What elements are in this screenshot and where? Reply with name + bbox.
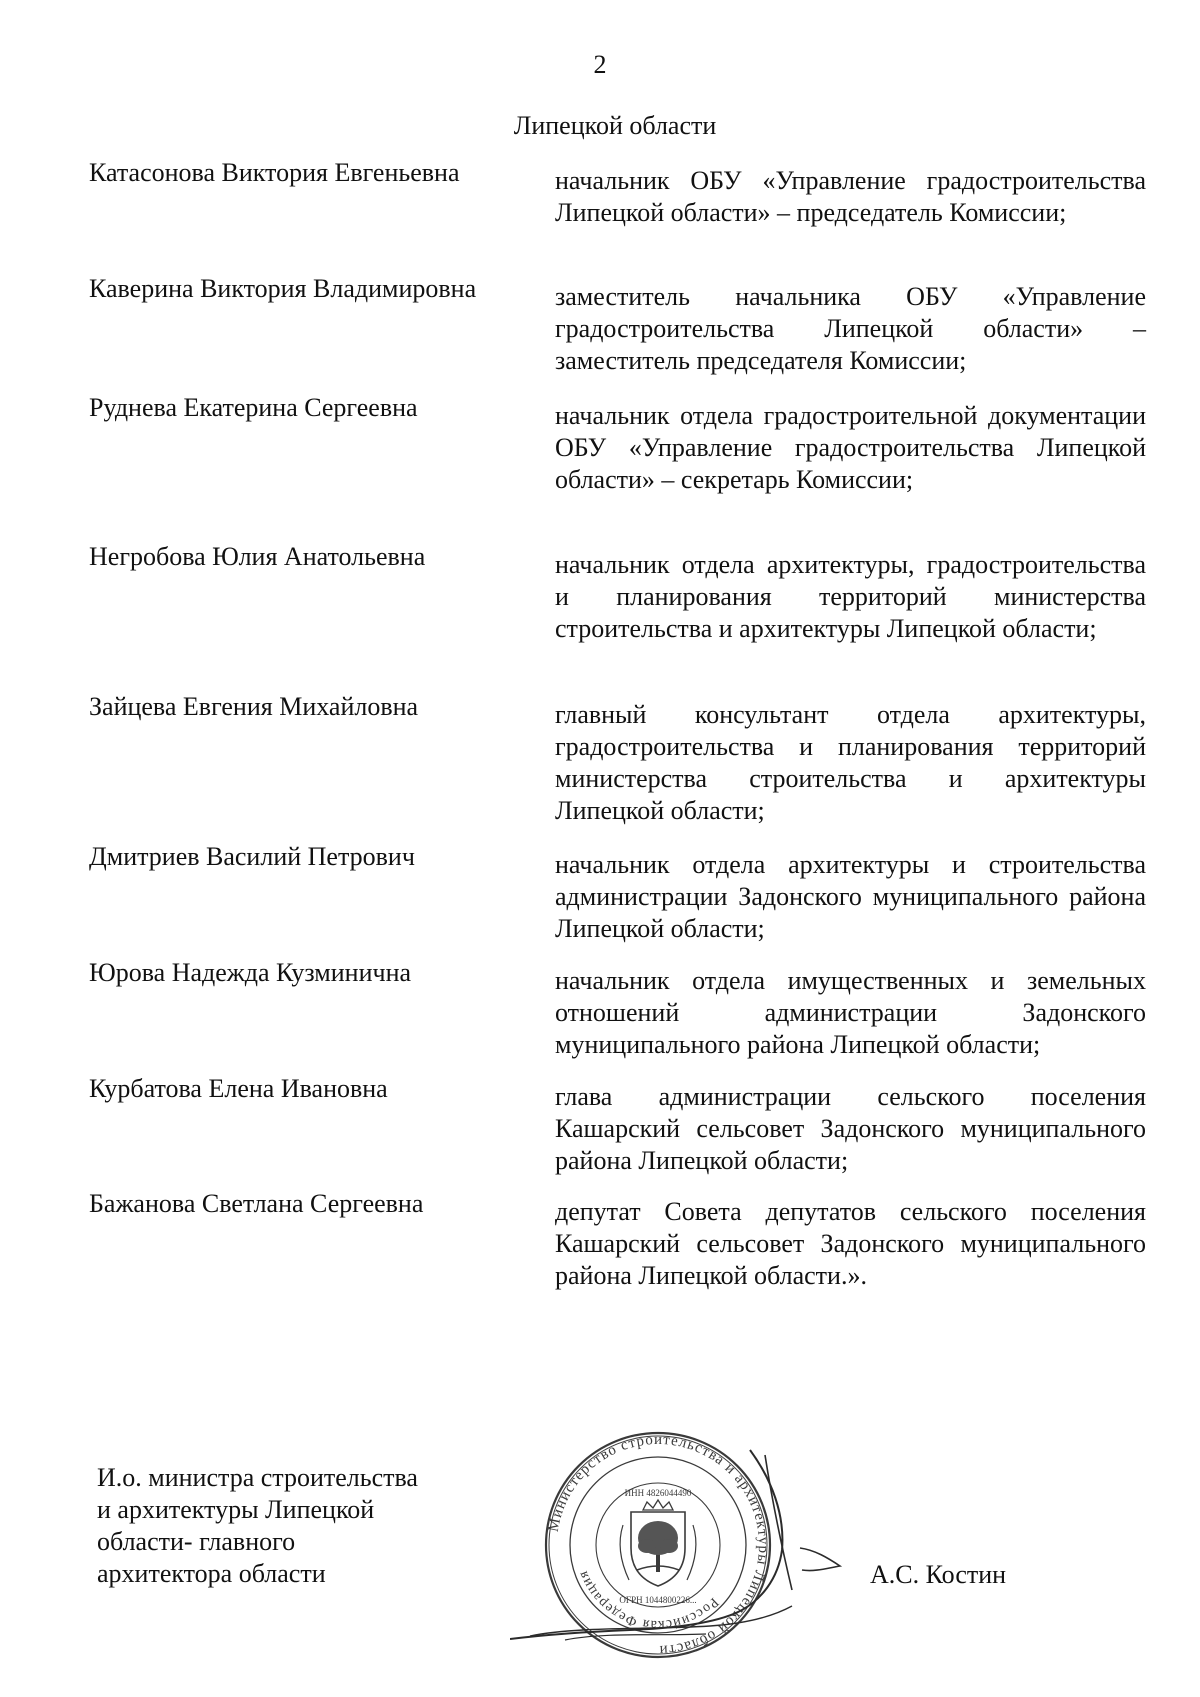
member-name: Курбатова Елена Ивановна <box>89 1074 388 1103</box>
member-role: начальник ОБУ «Управление градостроительства Липецкой области» – председатель Комиссии; <box>555 166 1146 227</box>
signatory-position-line: области- главного <box>97 1527 296 1556</box>
member-name: Бажанова Светлана Сергеевна <box>89 1189 424 1218</box>
handwritten-signature <box>510 1440 870 1650</box>
member-name: Негробова Юлия Анатольевна <box>89 542 426 571</box>
member-role: начальник отдела градостроительной документации ОБУ «Управление градостроительства Липецкой области» – секретарь Комиссии; <box>555 401 1146 494</box>
signatory-position-line: и архитектуры Липецкой <box>97 1495 375 1524</box>
member-role: заместитель начальника ОБУ «Управление градостроительства Липецкой области» – заместитель председателя Комиссии; <box>555 282 1146 375</box>
member-name: Зайцева Евгения Михайловна <box>89 692 419 721</box>
member-name: Руднева Екатерина Сергеевна <box>89 393 418 422</box>
svg-text:ИНН 4826044490: ИНН 4826044490 <box>624 1488 692 1498</box>
member-role: главный консультант отдела архитектуры, градостроительства и планирования территорий министерства строительства и архитектуры Липецкой области; <box>555 700 1146 825</box>
member-role: начальник отдела имущественных и земельных отношений администрации Задонского муниципального района Липецкой области; <box>555 966 1146 1059</box>
svg-text:ОГРН 1044800226...: ОГРН 1044800226... <box>619 1595 697 1605</box>
page-number: 2 <box>593 50 607 79</box>
member-role: депутат Совета депутатов сельского поселения Кашарский сельсовет Задонского муниципального района Липецкой области.». <box>555 1197 1146 1290</box>
member-name: Катасонова Виктория Евгеньевна <box>89 158 460 187</box>
signatory-position <box>97 1462 477 1590</box>
member-name: Дмитриев Василий Петрович <box>89 842 415 871</box>
signatory-position-line: архитектора области <box>97 1559 326 1588</box>
continuation-line: Липецкой области <box>513 111 717 140</box>
svg-text:Российская Федерация: Российская Федерация <box>575 1567 722 1633</box>
member-role: глава администрации сельского поселения Кашарский сельсовет Задонского муниципального района Липецкой области; <box>555 1082 1146 1175</box>
member-name: Каверина Виктория Владимировна <box>89 274 477 303</box>
signer-name: А.С. Костин <box>870 1560 1007 1589</box>
member-name: Юрова Надежда Кузминична <box>89 958 412 987</box>
member-role: начальник отдела архитектуры, градостроительства и планирования территорий министерства строительства и архитектуры Липецкой области; <box>555 550 1146 643</box>
member-role: начальник отдела архитектуры и строительства администрации Задонского муниципального района Липецкой области; <box>555 850 1146 943</box>
signatory-position-line: И.о. министра строительства <box>97 1463 418 1492</box>
svg-text:Министерство строительства и а: Министерство строительства и архитектуры Липецкой области <box>545 1431 772 1659</box>
